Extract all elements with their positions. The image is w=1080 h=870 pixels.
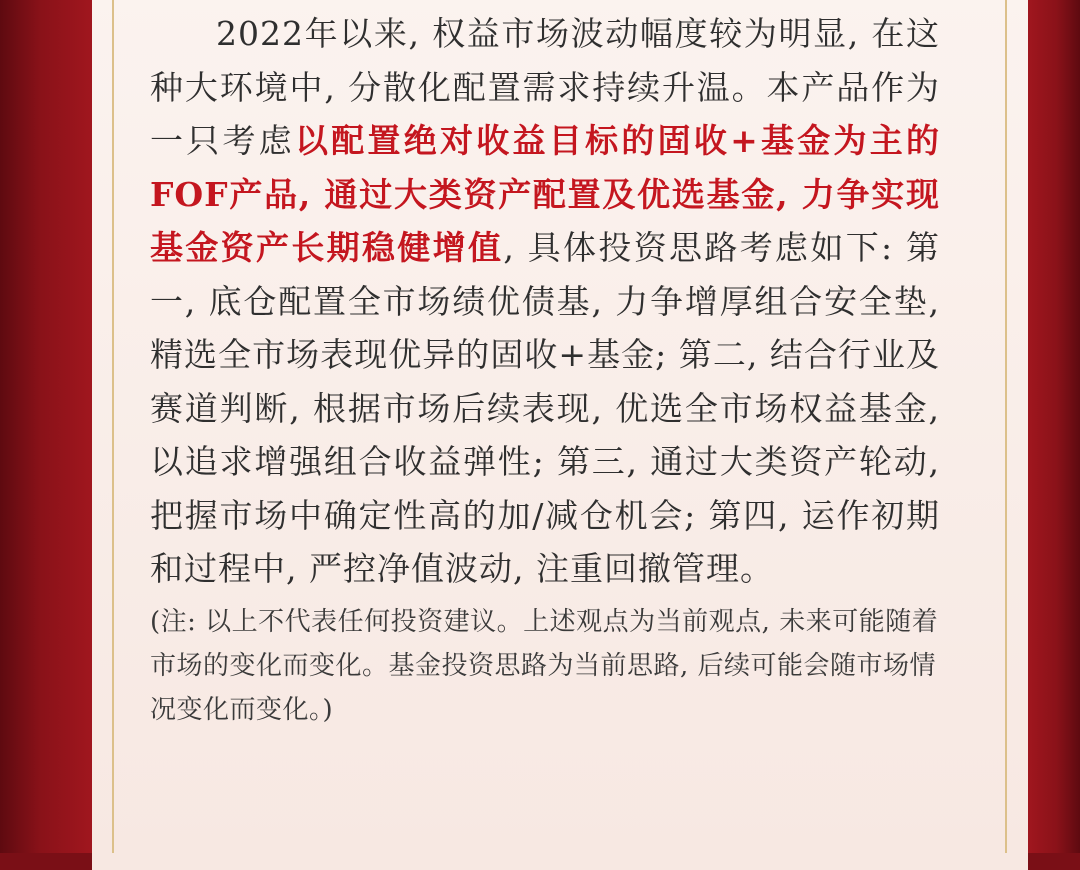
disclaimer-note: (注: 以上不代表任何投资建议。上述观点为当前观点, 未来可能随着市场的变化而变化。基金投资思路为当前思路, 后续可能会随市场情况变化而变化。) (150, 606, 939, 725)
highlighted-text: 以配置绝对收益目标的固收+基金为主的FOF产品, 通过大类资产配置及优选基金, 力争实现基金资产长期稳健增值 (150, 121, 941, 267)
right-gold-rule (1005, 0, 1007, 853)
main-paragraph (150, 7, 940, 596)
paragraph-intro-text: 2022年以来, 权益市场波动幅度较为明显, 在这种大环境中, 分散化配置需求持续升温。本产品作为一只考虑 (150, 14, 940, 160)
right-red-border (1028, 0, 1080, 853)
left-red-border (0, 0, 92, 853)
paragraph-rest-text: , 具体投资思路考虑如下: 第一, 底仓配置全市场绩优债基, 力争增厚组合安全垫, 精选全市场表现优异的固收+基金; 第二, 结合行业及赛道判断, 根据市场后续表现, 优选全市场权益基金, 以追求增强组合收益弹性; 第三, 通过大类资产轮动, 把握市场中确定性高的加/减仓机会; 第四, 运作初期和过程中, 严控净值波动, 注重回撤管理。 (150, 228, 941, 588)
left-gold-rule (112, 0, 114, 853)
article-body (150, 7, 940, 732)
